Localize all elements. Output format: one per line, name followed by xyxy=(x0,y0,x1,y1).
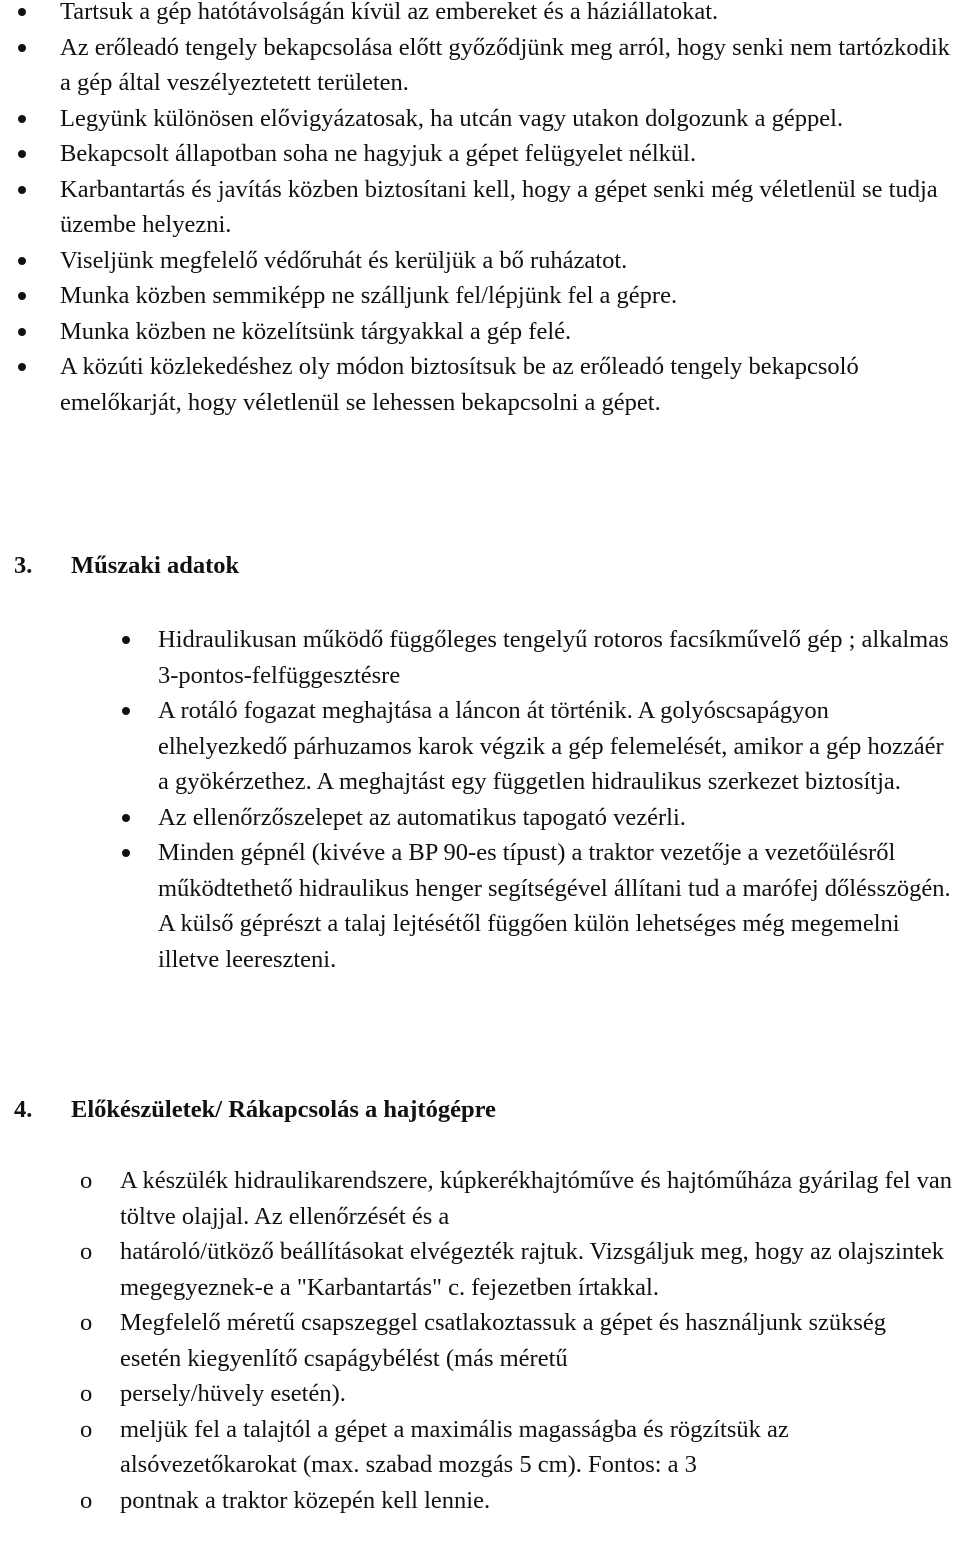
list-item: Hidraulikusan működő függőleges tengelyű rotoros facsíkművelő gép ; alkalmas 3-pontos-felfüggesztésre xyxy=(0,622,952,693)
o-marker: o xyxy=(80,1309,93,1336)
list-item: A rotáló fogazat meghajtása a láncon át történik. A golyóscsapágyon elhelyezkedő párhuzamos karok végzik a gép felemelését, amikor a gép hozzáér a gyökérzethez. A meghajtást egy független hidraulikus szerkezet biztosítja. xyxy=(0,693,952,800)
list-item: Minden gépnél (kivéve a BP 90-es típust) a traktor vezetője a vezetőülésről működtethető hidraulikus henger segítségével állítani tud a marófej dőlésszögén. A külső géprészt a talaj lejtésétől függően külön lehetséges még megemelni illetve leereszteni. xyxy=(0,835,952,977)
list-item: o pontnak a traktor közepén kell lennie. xyxy=(0,1483,952,1519)
list-item: Az ellenőrzőszelepet az automatikus tapogató vezérli. xyxy=(0,800,952,836)
list-item: Munka közben semmiképp ne szálljunk fel/lépjünk fel a gépre. xyxy=(0,278,952,314)
list-item: o határoló/ütköző beállításokat elvégezték rajtuk. Vizsgáljuk meg, hogy az olajszintek megegyeznek-e a "Karbantartás" c. fejezetben írtakkal. xyxy=(0,1234,952,1305)
bullet-icon xyxy=(18,44,26,52)
bullet-icon xyxy=(18,186,26,194)
o-marker: o xyxy=(80,1415,93,1443)
list-item: Viseljünk megfelelő védőruhát és kerüljük a bő ruházatot. xyxy=(0,243,952,279)
bullet-icon xyxy=(18,150,26,158)
list-item: Karbantartás és javítás közben biztosítani kell, hogy a gépet senki még véletlenül se tudja üzembe helyezni. xyxy=(0,172,952,243)
list-item: o persely/hüvely esetén). xyxy=(0,1376,952,1412)
list-item: Bekapcsolt állapotban soha ne hagyjuk a gépet felügyelet nélkül. xyxy=(0,136,952,172)
bullet-icon xyxy=(18,115,26,123)
list-item: o A készülék hidraulikarendszere, kúpkerékhajtóműve és hajtóműháza gyárilag fel van töltve olajjal. Az ellenőrzését és a xyxy=(0,1163,952,1234)
list-item: o Megfelelő méretű csapszeggel csatlakoztassuk a gépet és használjunk szükség esetén kiegyenlítő csapágybélést (más méretű xyxy=(0,1305,952,1376)
bullet-icon xyxy=(122,849,130,857)
o-marker: o xyxy=(80,1167,93,1194)
list-item: Tartsuk a gép hatótávolságán kívül az embereket és a háziállatokat. xyxy=(0,0,952,30)
bullet-icon xyxy=(122,636,130,644)
bullet-icon xyxy=(18,257,26,265)
safety-bullet-list xyxy=(0,0,952,420)
bullet-icon xyxy=(18,8,26,16)
list-item: A közúti közlekedéshez oly módon biztosítsuk be az erőleadó tengely bekapcsoló emelőkarját, hogy véletlenül se lehessen bekapcsolni a gépet. xyxy=(0,349,952,420)
bullet-icon xyxy=(18,292,26,300)
list-item: o meljük fel a talajtól a gépet a maximális magasságba és rögzítsük az alsóvezetőkarokat (max. szabad mozgás 5 cm). Fontos: a 3 xyxy=(0,1412,952,1483)
o-marker: o xyxy=(80,1486,93,1514)
list-item: Munka közben ne közelítsünk tárgyakkal a gép felé. xyxy=(0,314,952,350)
bullet-icon xyxy=(122,814,130,822)
list-item: Az erőleadó tengely bekapcsolása előtt győződjünk meg arról, hogy senki nem tartózkodik a gép által veszélyeztetett területen. xyxy=(0,30,952,101)
bullet-icon xyxy=(18,363,26,371)
bullet-icon xyxy=(122,707,130,715)
list-item: Legyünk különösen elővigyázatosak, ha utcán vagy utakon dolgozunk a géppel. xyxy=(0,101,952,137)
bullet-icon xyxy=(18,328,26,336)
section-3-heading: 3. Műszaki adatok xyxy=(14,552,240,579)
section-4-heading: 4. Előkészületek/ Rákapcsolás a hajtógépre xyxy=(14,1096,496,1123)
o-marker: o xyxy=(80,1380,93,1407)
preparation-list xyxy=(0,1163,952,1518)
technical-data-list xyxy=(0,622,952,977)
o-marker: o xyxy=(80,1238,93,1265)
